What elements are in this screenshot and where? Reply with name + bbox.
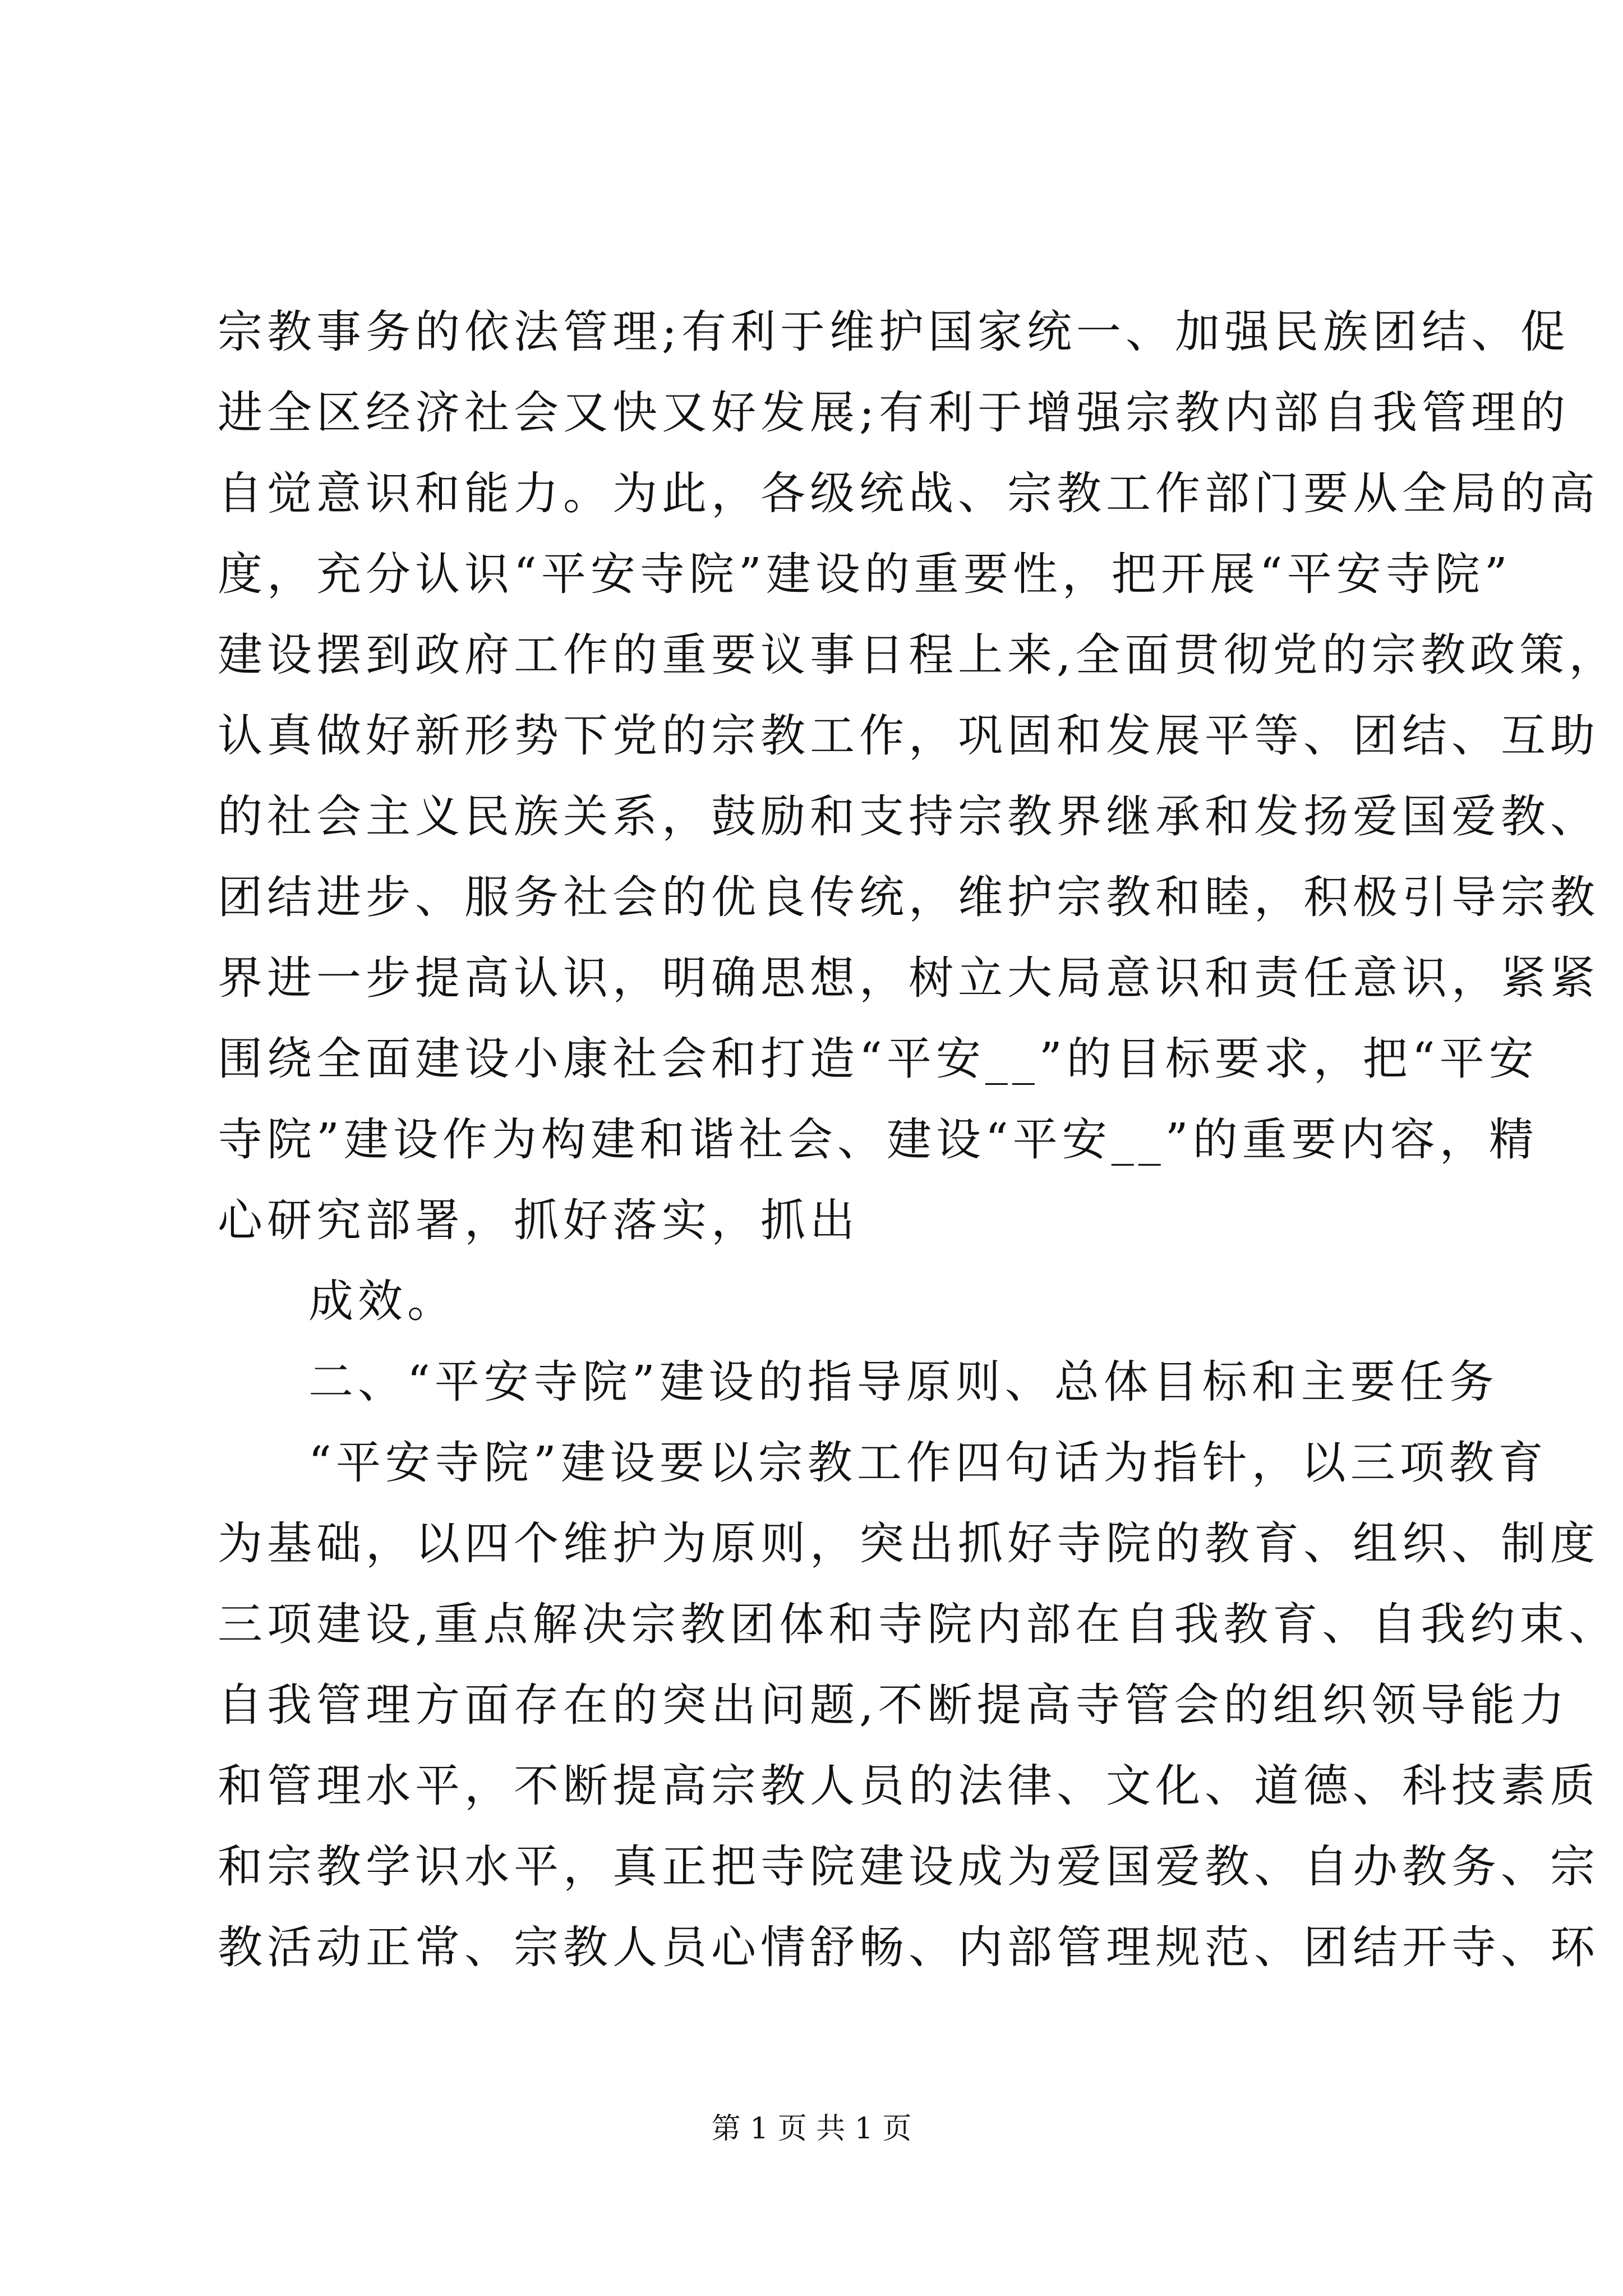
text-line: 寺院”建设作为构建和谐社会、建设“平安__”的重要内容，精	[218, 1114, 1538, 1166]
text-line: 进全区经济社会又快又好发展;有利于增强宗教内部自我管理的	[218, 386, 1570, 439]
section-heading: 二、“平安寺院”建设的指导原则、总体目标和主要任务	[308, 1356, 1498, 1408]
document-body	[218, 292, 1619, 1988]
text-line: 围绕全面建设小康社会和打造“平安__”的目标要求，把“平安	[218, 1033, 1538, 1085]
text-line: 建设摆到政府工作的重要议事日程上来,全面贯彻党的宗教政策，	[218, 629, 1619, 681]
text-line: 自觉意识和能力。为此，各级统战、宗教工作部门要从全局的高	[218, 467, 1599, 519]
page-footer: 第 1 页 共 1 页	[711, 2112, 912, 2146]
text-line: 认真做好新形势下党的宗教工作，巩固和发展平等、团结、互助	[218, 710, 1599, 762]
text-line: 宗教事务的依法管理;有利于维护国家统一、加强民族团结、促	[218, 306, 1570, 358]
text-line: 教活动正常、宗教人员心情舒畅、内部管理规范、团结开寺、环	[218, 1921, 1599, 1973]
text-line: 团结进步、服务社会的优良传统，维护宗教和睦，积极引导宗教	[218, 871, 1599, 923]
text-line: 和管理水平，不断提高宗教人员的法律、文化、道德、科技素质	[218, 1760, 1599, 1812]
text-line-indented: 成效。	[308, 1275, 457, 1327]
text-line: 的社会主义民族关系，鼓励和支持宗教界继承和发扬爱国爱教、	[218, 790, 1599, 843]
text-line: 三项建设,重点解决宗教团体和寺院内部在自我教育、自我约束、	[218, 1598, 1619, 1650]
text-line: 和宗教学识水平，真正把寺院建设成为爱国爱教、自办教务、宗	[218, 1841, 1599, 1893]
text-line-indented: “平安寺院”建设要以宗教工作四句话为指针，以三项教育	[308, 1437, 1548, 1489]
text-line: 界进一步提高认识，明确思想，树立大局意识和责任意识，紧紧	[218, 952, 1599, 1004]
text-line: 自我管理方面存在的突出问题,不断提高寺管会的组织领导能力	[218, 1679, 1569, 1731]
text-line: 为基础，以四个维护为原则，突出抓好寺院的教育、组织、制度	[218, 1517, 1599, 1570]
text-line: 度，充分认识“平安寺院”建设的重要性，把开展“平安寺院”	[218, 548, 1512, 600]
text-line: 心研究部署，抓好落实，抓出	[218, 1194, 859, 1246]
